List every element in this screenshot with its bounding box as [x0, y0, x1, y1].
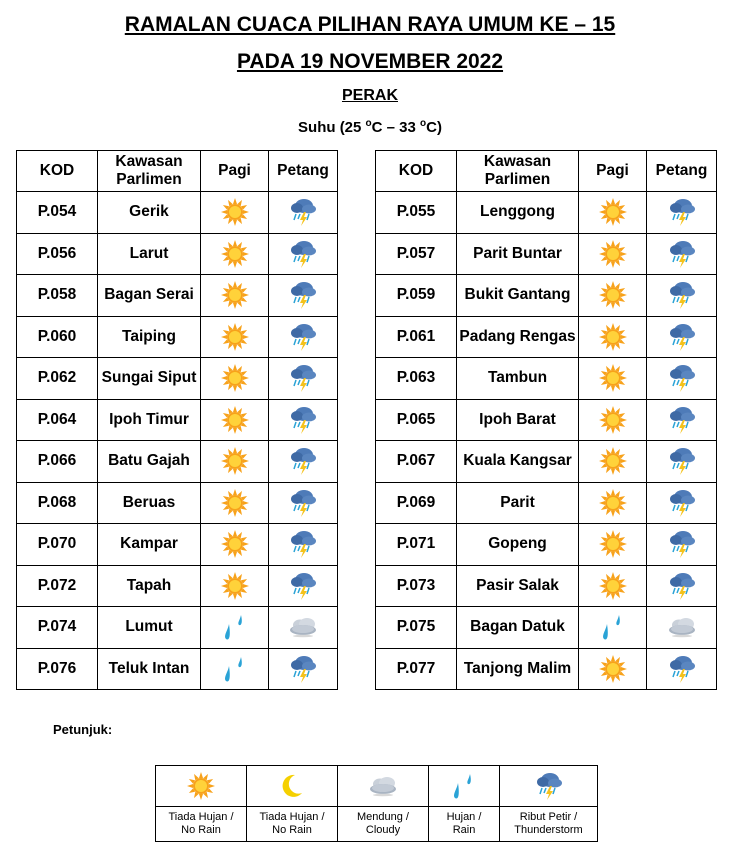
- kawasan-cell: Kuala Kangsar: [457, 441, 579, 483]
- table-row: [17, 441, 338, 483]
- pagi-cell: [579, 441, 647, 483]
- thunderstorm-icon: [288, 446, 318, 476]
- petang-cell: [269, 275, 338, 317]
- legend-line1: Hujan /: [446, 811, 482, 823]
- kawasan-cell: Batu Gajah: [98, 441, 201, 483]
- table-row: [17, 275, 338, 317]
- legend-line1: Ribut Petir /: [519, 811, 578, 823]
- legend-text-cell: [338, 807, 429, 842]
- kawasan-cell: Tambun: [457, 358, 579, 400]
- table-row: [376, 648, 717, 690]
- thunderstorm-icon: [667, 322, 697, 352]
- sun-icon: [186, 771, 216, 801]
- thunderstorm-icon: [667, 405, 697, 435]
- pagi-cell: [201, 358, 269, 400]
- kawasan-cell: Bagan Datuk: [457, 607, 579, 649]
- table-row: [376, 399, 717, 441]
- sun-icon: [220, 322, 250, 352]
- col-kawasan: Kawasan Parlimen: [98, 151, 201, 192]
- kod-cell: P.066: [17, 441, 98, 483]
- col-kod: KOD: [17, 151, 98, 192]
- sun-icon: [220, 239, 250, 269]
- pagi-cell: [201, 482, 269, 524]
- kawasan-cell: Tapah: [98, 565, 201, 607]
- legend-line2: Cloudy: [365, 824, 401, 836]
- pagi-cell: [579, 607, 647, 649]
- petang-cell: [647, 607, 717, 649]
- rain-icon: [220, 654, 250, 684]
- table-header-row: [376, 151, 717, 192]
- state-name: PERAK: [341, 87, 398, 104]
- legend-line1: Tiada Hujan /: [168, 811, 234, 823]
- table-row: [376, 565, 717, 607]
- thunderstorm-icon: [288, 529, 318, 559]
- petang-cell: [269, 233, 338, 275]
- kod-cell: P.063: [376, 358, 457, 400]
- rain-icon: [449, 771, 479, 801]
- table-row: [376, 275, 717, 317]
- pagi-cell: [201, 524, 269, 566]
- pagi-cell: [579, 565, 647, 607]
- sun-icon: [220, 529, 250, 559]
- petang-cell: [647, 441, 717, 483]
- table-row: [17, 316, 338, 358]
- kod-cell: P.061: [376, 316, 457, 358]
- kod-cell: P.062: [17, 358, 98, 400]
- legend-text-cell: [247, 807, 338, 842]
- kawasan-cell: Ipoh Barat: [457, 399, 579, 441]
- thunderstorm-icon: [288, 239, 318, 269]
- pagi-cell: [579, 275, 647, 317]
- forecast-date: PADA 19 NOVEMBER 2022: [236, 50, 504, 73]
- petang-cell: [269, 607, 338, 649]
- kod-cell: P.057: [376, 233, 457, 275]
- col-pagi: Pagi: [579, 151, 647, 192]
- kawasan-cell: Gerik: [98, 192, 201, 234]
- kod-cell: P.060: [17, 316, 98, 358]
- kod-cell: P.070: [17, 524, 98, 566]
- pagi-cell: [201, 565, 269, 607]
- sun-icon: [220, 488, 250, 518]
- legend-line2: Rain: [452, 824, 476, 836]
- kod-cell: P.059: [376, 275, 457, 317]
- pagi-cell: [579, 358, 647, 400]
- thunderstorm-icon: [667, 654, 697, 684]
- legend-label: Petunjuk:: [53, 722, 113, 737]
- kawasan-cell: Lenggong: [457, 192, 579, 234]
- cloudy-icon: [288, 612, 318, 642]
- pagi-cell: [201, 441, 269, 483]
- pagi-cell: [201, 316, 269, 358]
- table-row: [376, 358, 717, 400]
- kawasan-cell: Bukit Gantang: [457, 275, 579, 317]
- sun-icon: [220, 280, 250, 310]
- sun-icon: [598, 571, 628, 601]
- thunderstorm-icon: [667, 363, 697, 393]
- thunderstorm-icon: [534, 771, 564, 801]
- thunderstorm-icon: [288, 322, 318, 352]
- table-row: [17, 648, 338, 690]
- table-row: [17, 607, 338, 649]
- moon-icon: [277, 771, 307, 801]
- table-row: [17, 524, 338, 566]
- table-row: [17, 233, 338, 275]
- thunderstorm-icon: [288, 405, 318, 435]
- pagi-cell: [579, 192, 647, 234]
- thunderstorm-icon: [667, 197, 697, 227]
- col-kawasan: Kawasan Parlimen: [457, 151, 579, 192]
- kod-cell: P.074: [17, 607, 98, 649]
- cloudy-icon: [368, 771, 398, 801]
- thunderstorm-icon: [288, 654, 318, 684]
- rain-icon: [220, 612, 250, 642]
- legend-text-cell: [156, 807, 247, 842]
- sun-icon: [598, 654, 628, 684]
- table-row: [376, 316, 717, 358]
- kod-cell: P.055: [376, 192, 457, 234]
- pagi-cell: [201, 192, 269, 234]
- thunderstorm-icon: [667, 488, 697, 518]
- sun-icon: [598, 239, 628, 269]
- petang-cell: [269, 565, 338, 607]
- kawasan-cell: Pasir Salak: [457, 565, 579, 607]
- kawasan-cell: Parit Buntar: [457, 233, 579, 275]
- kod-cell: P.054: [17, 192, 98, 234]
- pagi-cell: [201, 648, 269, 690]
- kod-cell: P.073: [376, 565, 457, 607]
- thunderstorm-icon: [667, 280, 697, 310]
- pagi-cell: [201, 233, 269, 275]
- petang-cell: [269, 648, 338, 690]
- sun-icon: [598, 488, 628, 518]
- petang-cell: [647, 316, 717, 358]
- kawasan-cell: Tanjong Malim: [457, 648, 579, 690]
- kod-cell: P.064: [17, 399, 98, 441]
- sun-icon: [598, 529, 628, 559]
- thunderstorm-icon: [288, 197, 318, 227]
- col-petang: Petang: [269, 151, 338, 192]
- petang-cell: [647, 648, 717, 690]
- legend-table: [155, 765, 598, 842]
- kawasan-cell: Bagan Serai: [98, 275, 201, 317]
- pagi-cell: [201, 399, 269, 441]
- sun-icon: [220, 571, 250, 601]
- table-row: [376, 192, 717, 234]
- sun-icon: [220, 197, 250, 227]
- petang-cell: [269, 358, 338, 400]
- pagi-cell: [579, 399, 647, 441]
- kod-cell: P.075: [376, 607, 457, 649]
- legend-text-cell: [500, 807, 598, 842]
- petang-cell: [269, 524, 338, 566]
- thunderstorm-icon: [667, 529, 697, 559]
- petang-cell: [647, 358, 717, 400]
- kawasan-cell: Parit: [457, 482, 579, 524]
- sun-icon: [598, 363, 628, 393]
- thunderstorm-icon: [288, 363, 318, 393]
- sun-icon: [220, 363, 250, 393]
- petang-cell: [269, 399, 338, 441]
- table-header-row: [17, 151, 338, 192]
- kod-cell: P.069: [376, 482, 457, 524]
- thunderstorm-icon: [667, 571, 697, 601]
- sun-icon: [598, 197, 628, 227]
- legend-icon-cell: [247, 766, 338, 807]
- kawasan-cell: Kampar: [98, 524, 201, 566]
- table-row: [376, 233, 717, 275]
- kod-cell: P.058: [17, 275, 98, 317]
- kod-cell: P.067: [376, 441, 457, 483]
- kawasan-cell: Teluk Intan: [98, 648, 201, 690]
- kod-cell: P.068: [17, 482, 98, 524]
- legend-icon-cell: [429, 766, 500, 807]
- pagi-cell: [579, 482, 647, 524]
- legend-icon-cell: [500, 766, 598, 807]
- pagi-cell: [579, 316, 647, 358]
- kod-cell: P.071: [376, 524, 457, 566]
- thunderstorm-icon: [288, 280, 318, 310]
- forecast-table-left: [16, 150, 338, 690]
- legend-line1: Mendung /: [357, 811, 409, 823]
- petang-cell: [647, 399, 717, 441]
- table-row: [376, 441, 717, 483]
- kod-cell: P.076: [17, 648, 98, 690]
- petang-cell: [269, 192, 338, 234]
- forecast-table-right: [375, 150, 717, 690]
- sun-icon: [220, 446, 250, 476]
- kod-cell: P.072: [17, 565, 98, 607]
- kawasan-cell: Lumut: [98, 607, 201, 649]
- kawasan-cell: Sungai Siput: [98, 358, 201, 400]
- thunderstorm-icon: [667, 446, 697, 476]
- forecast-title: RAMALAN CUACA PILIHAN RAYA UMUM KE – 15: [124, 13, 616, 36]
- kawasan-cell: Padang Rengas: [457, 316, 579, 358]
- table-row: [17, 358, 338, 400]
- legend-icon-cell: [338, 766, 429, 807]
- table-row: [17, 192, 338, 234]
- petang-cell: [647, 233, 717, 275]
- pagi-cell: [579, 233, 647, 275]
- table-row: [376, 482, 717, 524]
- pagi-cell: [579, 648, 647, 690]
- pagi-cell: [579, 524, 647, 566]
- kawasan-cell: Taiping: [98, 316, 201, 358]
- pagi-cell: [201, 607, 269, 649]
- petang-cell: [647, 482, 717, 524]
- sun-icon: [598, 322, 628, 352]
- kod-cell: P.056: [17, 233, 98, 275]
- pagi-cell: [201, 275, 269, 317]
- col-pagi: Pagi: [201, 151, 269, 192]
- kawasan-cell: Beruas: [98, 482, 201, 524]
- table-row: [376, 524, 717, 566]
- rain-icon: [598, 612, 628, 642]
- col-petang: Petang: [647, 151, 717, 192]
- legend-line2: No Rain: [181, 824, 221, 836]
- table-row: [17, 399, 338, 441]
- petang-cell: [647, 565, 717, 607]
- thunderstorm-icon: [288, 571, 318, 601]
- kod-cell: P.077: [376, 648, 457, 690]
- kod-cell: P.065: [376, 399, 457, 441]
- legend-line2: No Rain: [272, 824, 312, 836]
- sun-icon: [598, 280, 628, 310]
- petang-cell: [269, 316, 338, 358]
- petang-cell: [647, 275, 717, 317]
- legend-text-cell: [429, 807, 500, 842]
- kawasan-cell: Ipoh Timur: [98, 399, 201, 441]
- sun-icon: [220, 405, 250, 435]
- table-row: [17, 565, 338, 607]
- sun-icon: [598, 446, 628, 476]
- table-row: [376, 607, 717, 649]
- thunderstorm-icon: [288, 488, 318, 518]
- legend-line1: Tiada Hujan /: [259, 811, 325, 823]
- col-kod: KOD: [376, 151, 457, 192]
- kawasan-cell: Larut: [98, 233, 201, 275]
- petang-cell: [647, 524, 717, 566]
- table-row: [17, 482, 338, 524]
- cloudy-icon: [667, 612, 697, 642]
- legend-icon-cell: [156, 766, 247, 807]
- petang-cell: [269, 441, 338, 483]
- petang-cell: [269, 482, 338, 524]
- sun-icon: [598, 405, 628, 435]
- legend-line2: Thunderstorm: [514, 824, 583, 836]
- temperature-range: Suhu (25 $^o$C – 33 $^o$C): [298, 118, 442, 136]
- thunderstorm-icon: [667, 239, 697, 269]
- petang-cell: [647, 192, 717, 234]
- kawasan-cell: Gopeng: [457, 524, 579, 566]
